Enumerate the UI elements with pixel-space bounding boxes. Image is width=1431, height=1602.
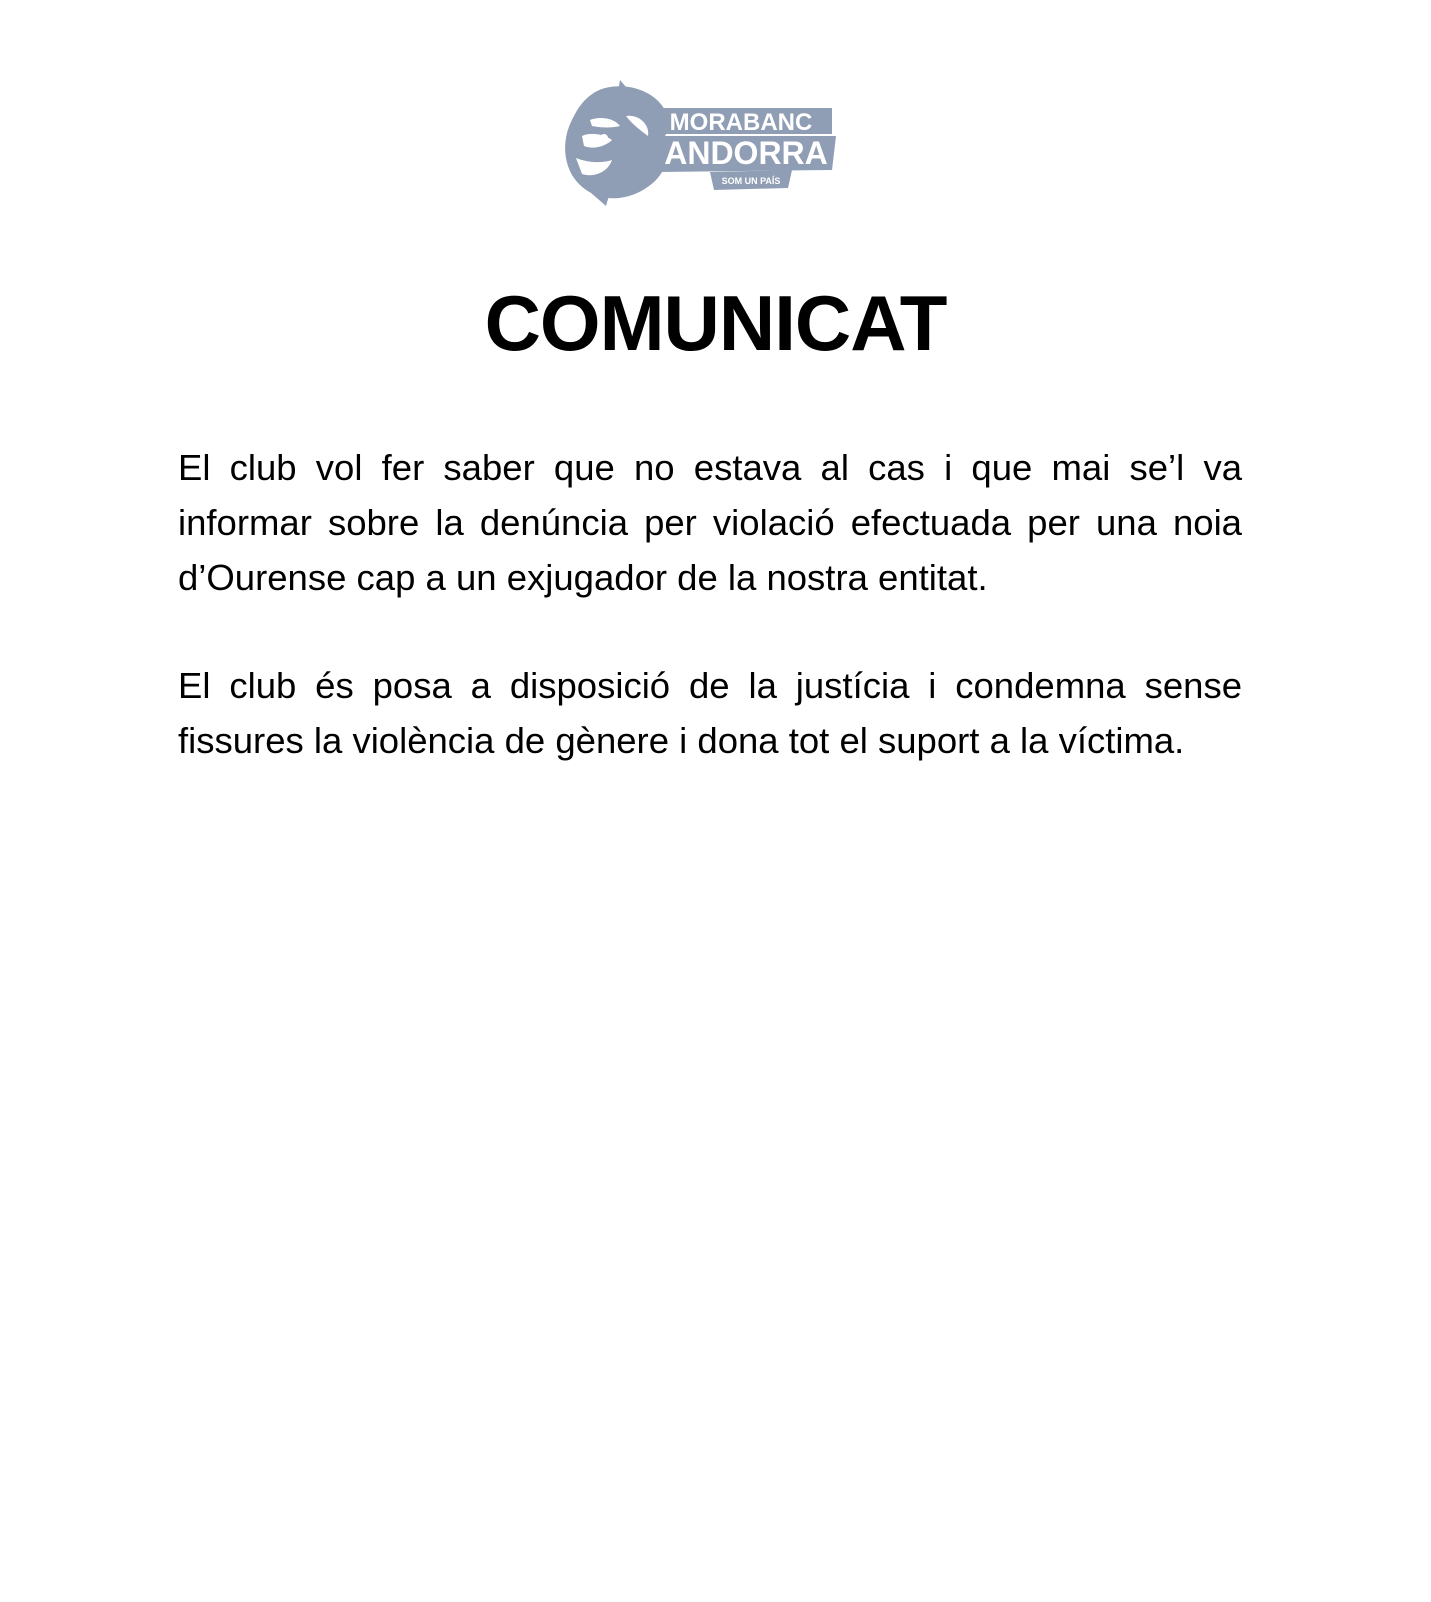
logo-tagline: SOM UN PAÍS [721, 176, 781, 186]
club-logo [560, 80, 850, 210]
document-title: COMUNICAT [484, 279, 947, 367]
logo-line2: ANDORRA [664, 135, 828, 171]
paragraph-2: El club és posa a disposició de la justícia i condemna sense fissures la violència de gènere i dona tot el suport a la víctima. [178, 665, 1242, 761]
logo-line1: MORABANC [669, 109, 813, 136]
morabanc-andorra-logo-icon [560, 80, 850, 210]
paragraph-1: El club vol fer saber que no estava al cas i que mai se’l va informar sobre la denúncia per violació efectuada per una noia d’Ourense cap a un exjugador de la nostra entitat. [178, 447, 1242, 598]
